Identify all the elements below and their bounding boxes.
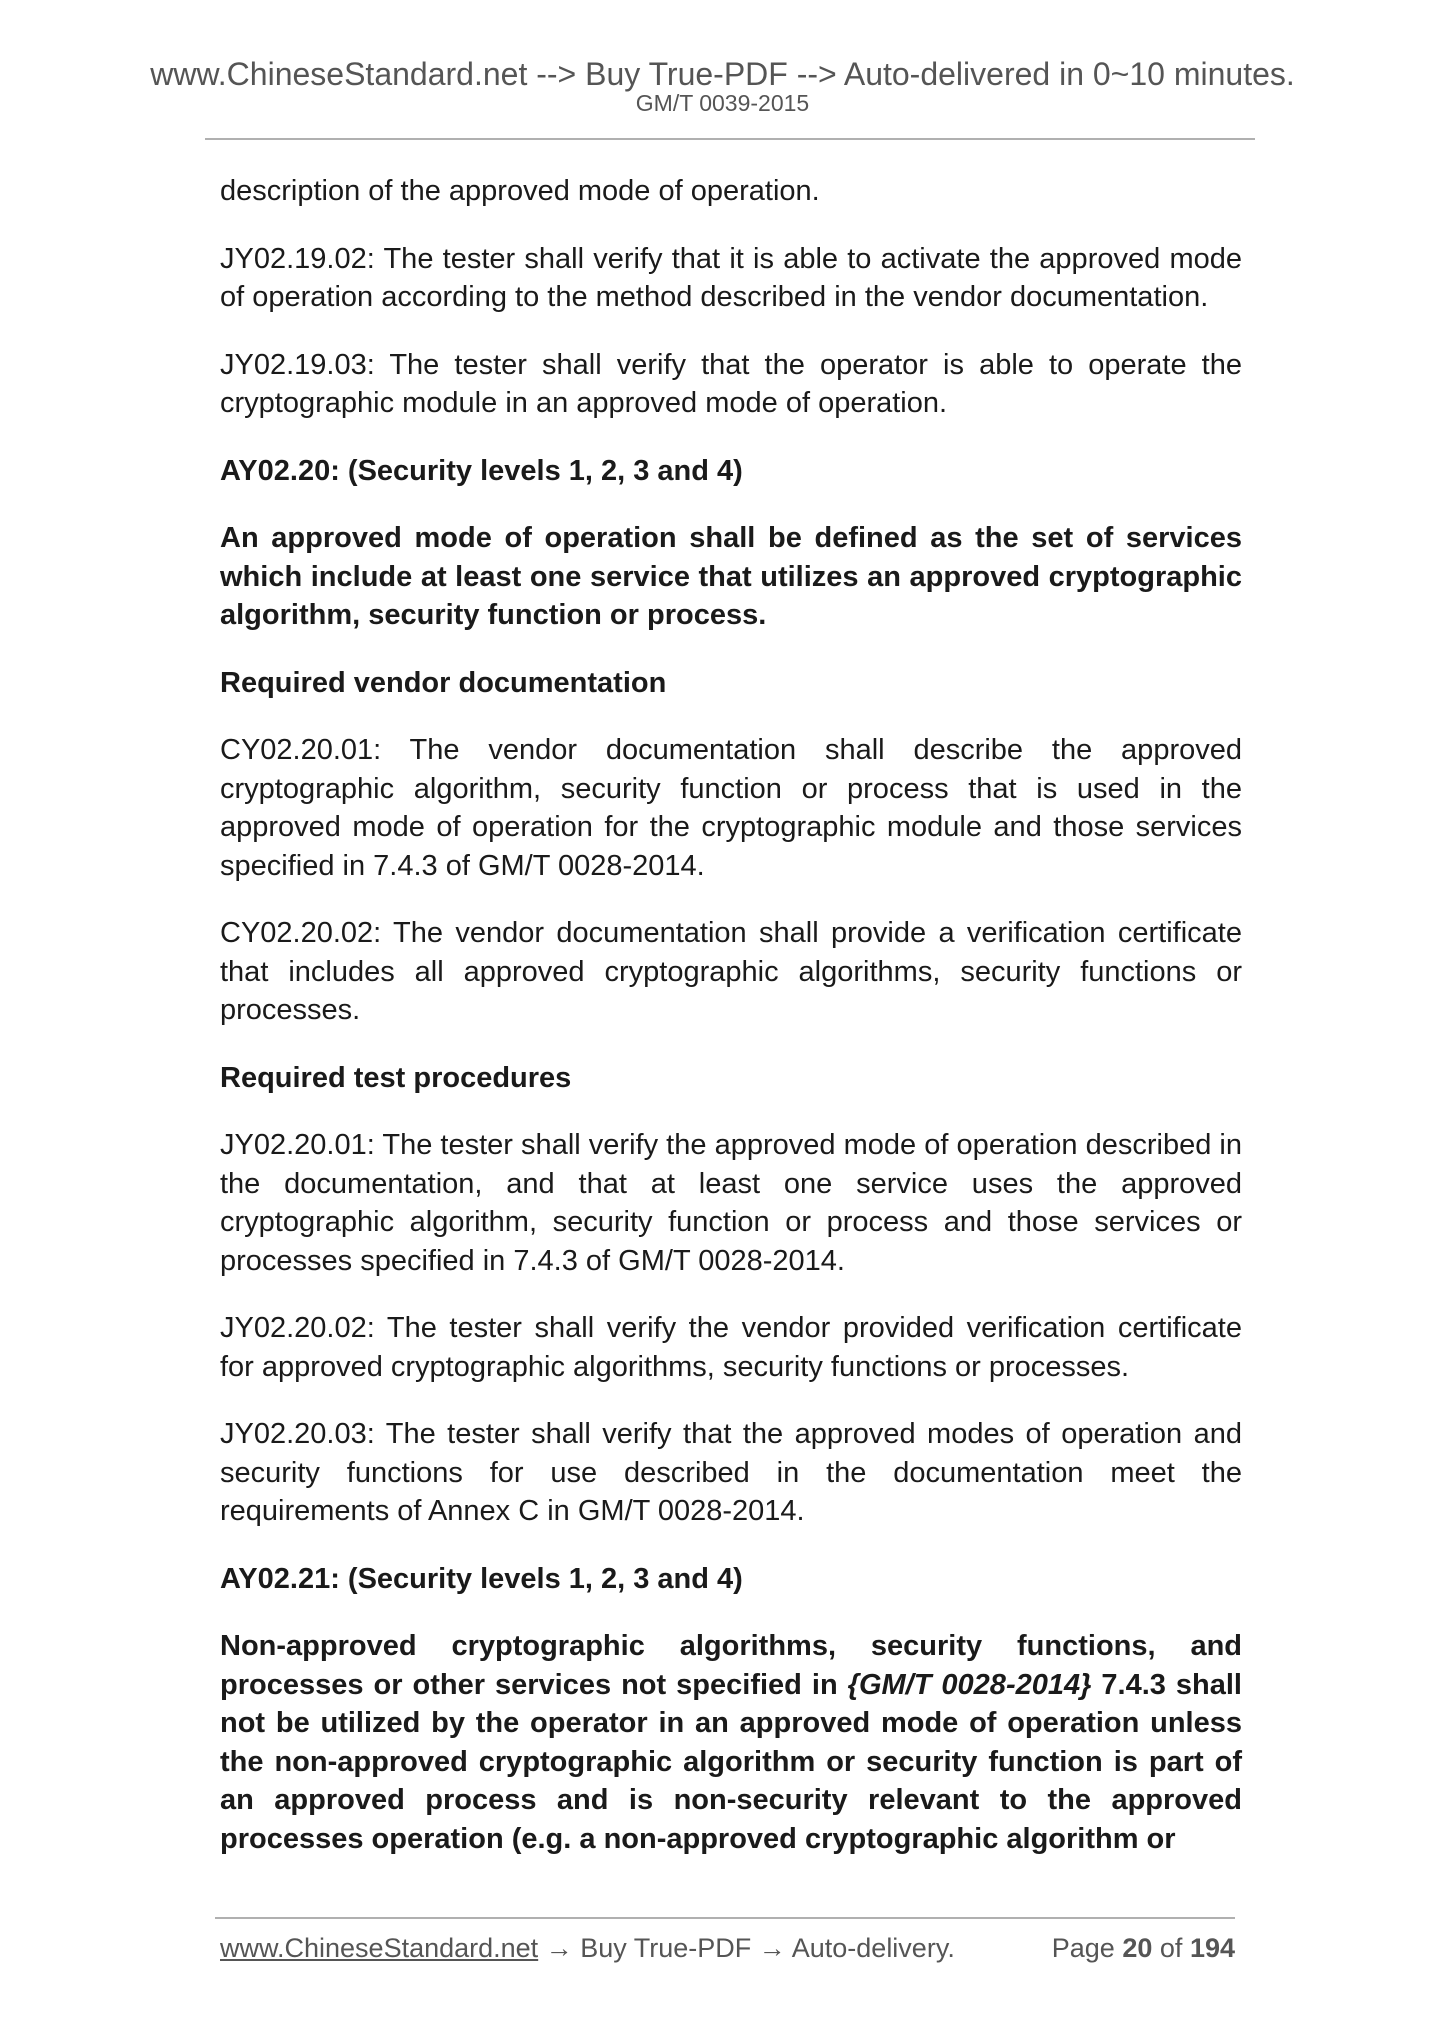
heading-ay02-20: AY02.20: (Security levels 1, 2, 3 and 4) bbox=[220, 454, 743, 487]
footer-delivery-text: → Buy True-PDF → Auto-delivery. bbox=[538, 1933, 955, 1963]
clause-jy02-19-02: JY02.19.02: The tester shall verify that it is able to activate the approved mode of operation according to the method described in the vendor documentation. bbox=[220, 242, 1242, 313]
requirement-ay02-21 bbox=[220, 1627, 1242, 1858]
heading-vendor-documentation: Required vendor documentation bbox=[220, 666, 667, 699]
requirement-text-start: Non-approved cryptographic algorithms, security functions, and processes or other services not specified in bbox=[220, 1630, 1242, 1701]
footer-site-link[interactable]: www.ChineseStandard.net bbox=[220, 1933, 539, 1963]
total-pages: 194 bbox=[1189, 1933, 1235, 1963]
document-code: GM/T 0039-2015 bbox=[635, 90, 810, 116]
clause-jy02-20-02: JY02.20.02: The tester shall verify the vendor provided verification certificate for approved cryptographic algorithms, security functions or processes. bbox=[220, 1312, 1242, 1383]
requirement-text-end: 7.4.3 shall not be utilized by the operator in an approved mode of operation unless the non-approved cryptographic algorithm or security function is part of an approved process and is non-security relevant to the approved processes operation (e.g. a non-approved cryptographic algorithm or bbox=[220, 1668, 1242, 1855]
heading-ay02-21: AY02.21: (Security levels 1, 2, 3 and 4) bbox=[220, 1562, 743, 1595]
of-label: of bbox=[1159, 1933, 1183, 1963]
clause-cy02-20-02: CY02.20.02: The vendor documentation shall provide a verification certificate that includes all approved cryptographic algorithms, security functions or processes. bbox=[220, 917, 1242, 1026]
page-body bbox=[220, 172, 1242, 1858]
clause-jy02-20-01: JY02.20.01: The tester shall verify the approved mode of operation described in the documentation, and that at least one service uses the approved cryptographic algorithm, security function or process and those services or processes specified in 7.4.3 of GM/T 0028-2014. bbox=[220, 1129, 1242, 1277]
requirement-ay02-20: An approved mode of operation shall be defined as the set of services which include at least one service that utilizes an approved cryptographic algorithm, security function or process. bbox=[220, 522, 1242, 631]
heading-test-procedures: Required test procedures bbox=[220, 1061, 572, 1094]
paragraph-continuation: description of the approved mode of operation. bbox=[220, 175, 820, 207]
footer-divider bbox=[215, 1917, 1235, 1919]
page-number: 20 bbox=[1122, 1933, 1153, 1963]
clause-jy02-20-03: JY02.20.03: The tester shall verify that the approved modes of operation and security functions for use described in the documentation meet the requirements of Annex C in GM/T 0028-2014. bbox=[220, 1418, 1242, 1527]
clause-cy02-20-01: CY02.20.01: The vendor documentation shall describe the approved cryptographic algorithm, security function or process that is used in the approved mode of operation for the cryptographic module and those services specified in 7.4.3 of GM/T 0028-2014. bbox=[220, 734, 1242, 882]
page-footer bbox=[220, 1930, 1235, 1966]
page-label: Page bbox=[1051, 1933, 1115, 1963]
clause-jy02-19-03: JY02.19.03: The tester shall verify that the operator is able to operate the cryptographic module in an approved mode of operation. bbox=[220, 348, 1242, 419]
source-banner: www.ChineseStandard.net --> Buy True-PDF --> Auto-delivered in 0~10 minutes. bbox=[150, 56, 1295, 92]
page-indicator bbox=[1052, 1930, 1235, 1966]
footer-source bbox=[220, 1930, 955, 1966]
standard-reference: {GM/T 0028-2014} bbox=[847, 1668, 1092, 1701]
header-divider bbox=[205, 138, 1255, 140]
